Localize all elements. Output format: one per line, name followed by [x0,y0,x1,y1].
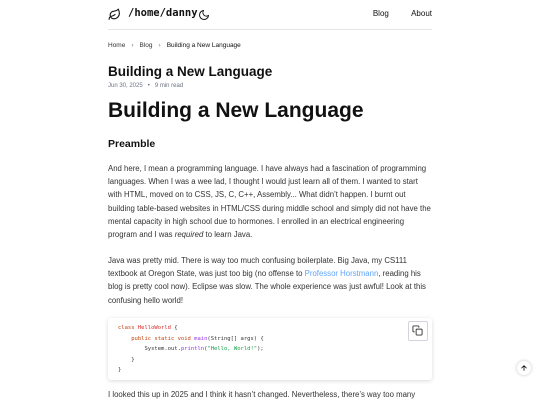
nav-blog-link[interactable]: Blog [372,9,389,18]
leaf-icon[interactable] [108,8,121,21]
code-block [108,318,432,380]
paragraph-text: And here, I mean a programming language. I have always had a fascination of programming languages. When I was a wee lad, I thought I would just learn all of them. I wanted to start with HTML, moved on to CSS, JS, C, C++, Assembly... What didn’t happen. I burnt out building table-based websites in HTML/CSS during middle school and simply did not have the mental capacity in high school due to hormones. I enrolled in an electrical engineering program and I was [108,164,431,240]
moon-icon[interactable] [198,8,210,20]
emphasis-text: required [174,230,204,240]
code-token: "Hello, World!" [207,346,258,352]
read-time: 9 min read [154,83,184,89]
professor-horstmann-link[interactable]: Professor Horstmann [304,269,379,279]
breadcrumb-separator: › [131,42,134,49]
paragraph-text: to learn Java. [203,230,253,240]
section-heading: Preamble [108,138,156,150]
code-token: System.out. [144,346,181,352]
code-token: ( [204,346,208,352]
code-token: println [180,346,205,352]
paragraph-text: , reading his blog is pretty cool now). Eclipse was slow. The whole experience was just awful! Look at this confusing hello world! [108,269,426,305]
code-token: ); [257,346,264,352]
main-nav [353,9,432,18]
paragraph-text: Java was pretty mid. There is way too much confusing boilerplate. Big Java, my CS111 textbook at Oregon State, was just too big (no offense to [108,256,408,279]
breadcrumb-blog[interactable]: Blog [139,42,153,49]
code-token: public static void [131,335,195,342]
site-title[interactable]: /home/danny [128,7,198,19]
copy-icon [412,325,423,336]
code-token: class [118,325,138,331]
content-heading: Building a New Language [108,99,364,122]
breadcrumb-separator: › [158,42,161,49]
breadcrumb-current: Building a New Language [166,42,241,49]
post-title: Building a New Language [108,64,273,79]
meta-separator: • [147,83,150,89]
code-token: } [118,367,122,373]
code-token: HelloWorld [137,325,171,331]
post-date: Jun 30, 2025 [108,83,143,89]
breadcrumb [108,42,241,49]
copy-button[interactable] [408,321,428,341]
code-content [108,318,432,376]
arrow-up-icon [520,364,528,372]
code-token: } [131,356,135,363]
code-token: (String[] args) { [207,335,264,342]
code-token: { [171,325,178,331]
paragraph: I looked this up in 2025 and I think it hasn’t changed. Nevertheless, there’s way too many [108,390,416,399]
breadcrumb-home[interactable]: Home [108,42,126,49]
paragraph [108,254,432,307]
code-token: main [194,335,208,342]
post-meta [108,83,183,89]
scroll-to-top-button[interactable] [517,361,531,375]
site-header [108,0,432,30]
nav-about-link[interactable]: About [411,9,432,18]
paragraph [108,162,432,241]
